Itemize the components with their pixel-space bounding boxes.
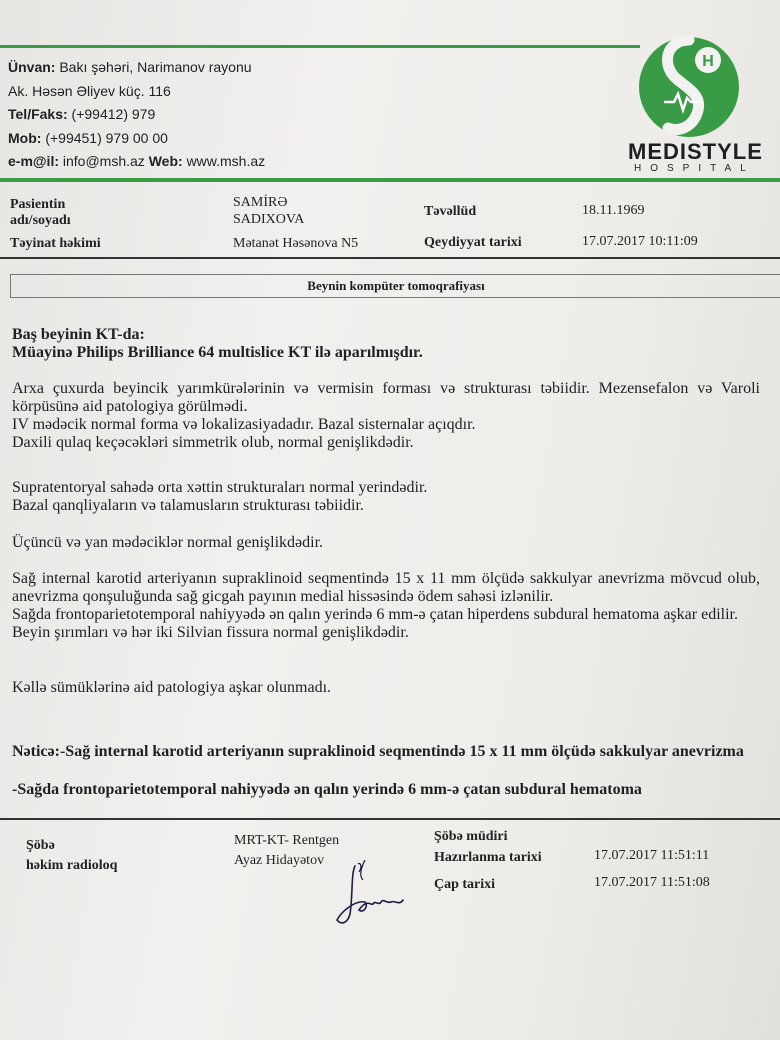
head-label: Şöbə müdiri bbox=[434, 829, 508, 844]
report-title: Beynin kompüter tomoqrafiyası bbox=[10, 274, 780, 298]
registration-label: Qeydiyyat tarixi bbox=[424, 235, 522, 250]
registration-value: 17.07.2017 10:11:09 bbox=[582, 234, 698, 249]
signature-mark bbox=[325, 860, 415, 940]
radiologist-value: Ayaz Hidayətov bbox=[234, 853, 325, 868]
doctor-label: Təyinat həkimi bbox=[10, 236, 101, 251]
doctor-value: Mətanət Həsənova N5 bbox=[233, 236, 359, 251]
department-value: MRT-KT- Rentgen bbox=[234, 833, 340, 848]
dob-value: 18.11.1969 bbox=[582, 203, 645, 218]
telfax-line: Tel/Faks: (+99412) 979 bbox=[8, 106, 156, 122]
department-label: Şöbə bbox=[26, 838, 55, 853]
brand-name: MEDISTYLE bbox=[628, 139, 763, 164]
patient-name-label-1: Pasientin bbox=[10, 197, 66, 212]
patient-divider bbox=[0, 257, 780, 259]
email-web-line: e-m@il: info@msh.az Web: www.msh.az bbox=[8, 153, 266, 169]
patient-name-line2: SADIXOVA bbox=[233, 212, 305, 227]
header-top-rule bbox=[0, 45, 640, 48]
radiologist-label: həkim radioloq bbox=[26, 858, 118, 873]
print-date-label: Çap tarixi bbox=[434, 877, 496, 892]
prep-date-label: Hazırlanma tarixi bbox=[434, 850, 542, 865]
mob-line: Mob: (+99451) 979 00 00 bbox=[8, 129, 168, 146]
address-line2: Ak. Həsən Əliyev küç. 116 bbox=[8, 82, 171, 99]
conclusion-line-1: Nəticə:-Sağ internal karotid arteriyanın supraklinoid seqmentində 15 x 11 mm ölçüdə sakkulyar anevrizma bbox=[12, 743, 744, 760]
findings-paragraph-3: Üçüncü və yan mədəciklər normal genişlikdədir. bbox=[12, 534, 324, 551]
patient-name-line1: SAMİRƏ bbox=[233, 195, 288, 210]
print-date-value: 17.07.2017 11:51:08 bbox=[594, 875, 710, 890]
conclusion-line-2: -Sağda frontoparietotemporal nahiyyədə ən qalın yerində 6 mm-ə çatan subdural hematoma bbox=[12, 781, 642, 798]
findings-paragraph-4: Sağ internal karotid arteriyanın supraklinoid seqmentində 15 x 11 mm ölçüdə sakkulyar anevrizma mövcud olub, anevrizma qonşuluğunda sağ gicgah payının medial hissəsində ödem sahəsi izlənilir. Sağda frontoparietotemporal nahiyyədə ən qalın yerində 6 mm-ə çatan hiperdens subdural hematoma aşkar edilir. Beyin şırımları və hər iki Silvian fissura normal genişlikdədir. bbox=[12, 570, 760, 641]
dob-label: Təvəllüd bbox=[424, 204, 477, 219]
contact-block bbox=[8, 56, 265, 174]
logo-letter: H bbox=[702, 53, 714, 70]
header-bottom-rule bbox=[0, 178, 780, 182]
report-heading-1: Baş beyinin KT-da: bbox=[12, 326, 145, 343]
address-line1: Ünvan: Bakı şəhəri, Narimanov rayonu bbox=[8, 59, 252, 75]
findings-paragraph-1: Arxa çuxurda beyincik yarımkürələrinin və vermisin forması və strukturası təbiidir. Mezensefalon və Varoli körpüsünə aid patologiya görülmədi. IV mədəcik normal forma və lokalizasiyadadır. Bazal sisternalar açıqdır. Daxili qulaq keçəcəkləri simmetrik olub, normal genişlikdədir. bbox=[12, 380, 760, 451]
findings-paragraph-5: Kəllə sümüklərinə aid patologiya aşkar olunmadı. bbox=[12, 679, 332, 696]
brand-sub: HOSPITAL bbox=[634, 163, 755, 174]
footer-divider bbox=[0, 818, 780, 820]
patient-name-label-2: adı/soyadı bbox=[10, 213, 71, 228]
report-headings bbox=[12, 326, 760, 362]
report-heading-2: Müayinə Philips Brilliance 64 multislice KT ilə aparılmışdır. bbox=[12, 344, 423, 361]
prep-date-value: 17.07.2017 11:51:11 bbox=[594, 848, 710, 863]
findings-paragraph-2: Supratentoryal sahədə orta xəttin strukturaları normal yerindədir. Bazal qanqliyaların və talamusların strukturası təbiidir. bbox=[12, 479, 428, 514]
hospital-logo-icon bbox=[638, 36, 740, 138]
